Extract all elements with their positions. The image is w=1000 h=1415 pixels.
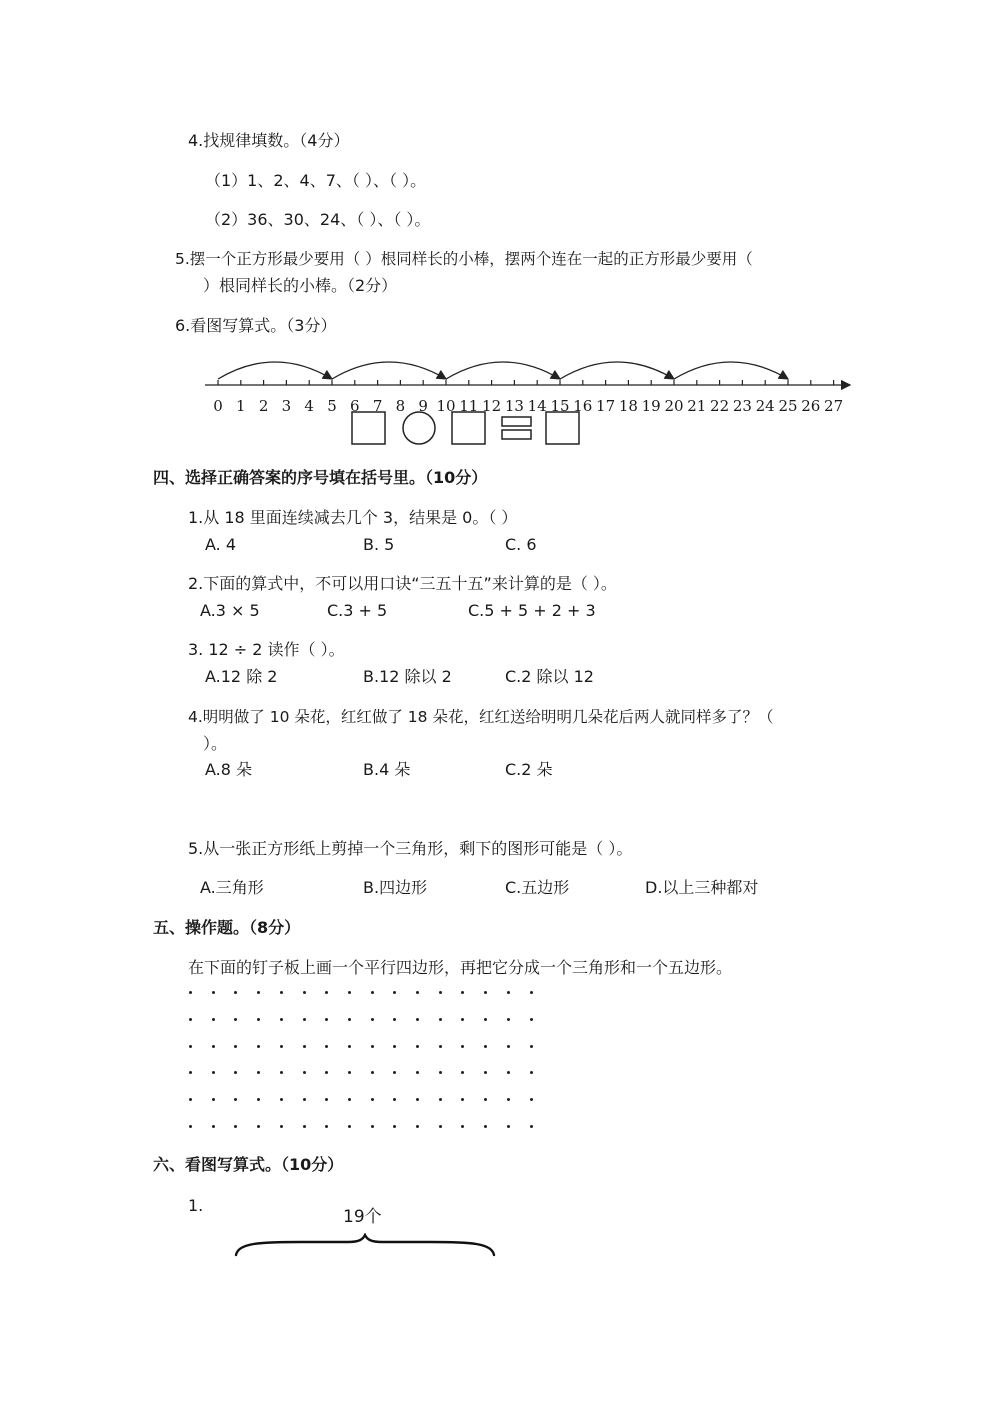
nail-dot[interactable] <box>371 1045 374 1048</box>
tick-label: 18 <box>618 397 638 415</box>
q4-5-option-a[interactable]: A.三角形 <box>200 878 264 897</box>
nail-dot[interactable] <box>325 1098 328 1101</box>
q4-2-option-c[interactable]: C.5 + 5 + 2 + 3 <box>468 601 596 620</box>
nail-dot[interactable] <box>212 1018 215 1021</box>
q4-5-option-d[interactable]: D.以上三种都对 <box>645 878 759 897</box>
q4-1-option-b[interactable]: B. 5 <box>363 535 395 554</box>
nail-dot[interactable] <box>416 1125 419 1128</box>
nail-dot[interactable] <box>461 991 464 994</box>
nail-dot[interactable] <box>484 1071 487 1074</box>
nail-dot[interactable] <box>507 1098 510 1101</box>
tick-label: 15 <box>550 397 570 415</box>
tick-label: 23 <box>732 397 752 415</box>
nail-dot[interactable] <box>325 1045 328 1048</box>
jump-arc <box>446 362 560 379</box>
nail-dot[interactable] <box>280 1018 283 1021</box>
q4-5-stem: 5.从一张正方形纸上剪掉一个三角形，剩下的图形可能是（ ）。 <box>188 839 633 858</box>
q4-5-option-b[interactable]: B.四边形 <box>363 878 428 897</box>
tick-label: 13 <box>504 397 524 415</box>
q4-1-stem: 1.从 18 里面连续减去几个 3，结果是 0。（ ） <box>188 508 518 527</box>
nail-dot[interactable] <box>212 1125 215 1128</box>
nail-dot[interactable] <box>348 991 351 994</box>
q4-3-option-b[interactable]: B.12 除以 2 <box>363 667 452 686</box>
nail-dot[interactable] <box>530 1071 533 1074</box>
nail-dot[interactable] <box>393 1045 396 1048</box>
nail-dot[interactable] <box>416 1098 419 1101</box>
part6-heading: 六、看图写算式。（10分） <box>153 1155 344 1174</box>
nail-dot[interactable] <box>507 1045 510 1048</box>
q4-1-option-c[interactable]: C. 6 <box>505 535 537 554</box>
answer-box-1[interactable] <box>352 412 385 444</box>
tick-label: 10 <box>436 397 456 415</box>
nail-dot[interactable] <box>280 1071 283 1074</box>
tick-label: 24 <box>755 397 775 415</box>
nail-dot[interactable] <box>393 1098 396 1101</box>
nail-dot[interactable] <box>439 1098 442 1101</box>
nail-dot[interactable] <box>371 1071 374 1074</box>
tick-label: 9 <box>418 397 428 415</box>
part4-heading: 四、选择正确答案的序号填在括号里。（10分） <box>153 468 488 487</box>
nail-dot[interactable] <box>393 1071 396 1074</box>
jump-arc <box>332 362 446 379</box>
tick-label: 14 <box>527 397 547 415</box>
nail-dot[interactable] <box>530 1098 533 1101</box>
nail-dot[interactable] <box>484 1018 487 1021</box>
nail-dot[interactable] <box>484 1045 487 1048</box>
nail-dot[interactable] <box>507 1018 510 1021</box>
tick-label: 1 <box>236 397 246 415</box>
nail-dot[interactable] <box>303 991 306 994</box>
nail-dot[interactable] <box>234 991 237 994</box>
part6-q1-number: 1. <box>188 1196 204 1215</box>
nail-dot[interactable] <box>461 1018 464 1021</box>
nail-dot[interactable] <box>189 1125 192 1128</box>
q4-4-option-b[interactable]: B.4 朵 <box>363 760 411 779</box>
q3-5-line2: ）根同样长的小棒。（2分） <box>203 276 398 295</box>
part5-instruction: 在下面的钉子板上画一个平行四边形，再把它分成一个三角形和一个五边形。 <box>188 958 733 977</box>
tick-label: 22 <box>710 397 730 415</box>
tick-label: 0 <box>213 397 223 415</box>
nail-dot[interactable] <box>212 1098 215 1101</box>
nail-dot[interactable] <box>212 1071 215 1074</box>
nail-dot[interactable] <box>189 1045 192 1048</box>
nail-dot[interactable] <box>280 1045 283 1048</box>
brace-label: 19个 <box>343 1207 382 1227</box>
jump-arc <box>218 362 332 379</box>
q4-2-option-b[interactable]: C.3 + 5 <box>327 601 388 620</box>
nail-dot[interactable] <box>234 1071 237 1074</box>
nail-dot[interactable] <box>257 1045 260 1048</box>
nail-dot[interactable] <box>348 1098 351 1101</box>
tick-label: 16 <box>573 397 593 415</box>
nail-dot[interactable] <box>348 1125 351 1128</box>
nail-dot[interactable] <box>257 991 260 994</box>
nail-dot[interactable] <box>303 1125 306 1128</box>
nail-dot[interactable] <box>530 1125 533 1128</box>
tick-label: 26 <box>801 397 821 415</box>
nail-dot[interactable] <box>484 991 487 994</box>
nail-dot[interactable] <box>325 991 328 994</box>
nail-dot[interactable] <box>371 991 374 994</box>
nail-dot[interactable] <box>257 1125 260 1128</box>
nail-dot[interactable] <box>212 1045 215 1048</box>
tick-label: 11 <box>459 397 479 415</box>
q4-3-stem: 3. 12 ÷ 2 读作（ ）。 <box>188 640 345 659</box>
nail-dot[interactable] <box>393 1125 396 1128</box>
nail-dot[interactable] <box>439 1071 442 1074</box>
nail-dot[interactable] <box>416 1071 419 1074</box>
tick-label: 19 <box>641 397 661 415</box>
answer-box-3[interactable] <box>546 412 579 444</box>
nail-dot[interactable] <box>348 1018 351 1021</box>
q3-4-title: 4.找规律填数。（4分） <box>188 131 350 150</box>
tick-label: 2 <box>258 397 269 415</box>
nail-dot[interactable] <box>280 1125 283 1128</box>
nail-dot[interactable] <box>303 1045 306 1048</box>
answer-box-2[interactable] <box>452 412 485 444</box>
tick-label: 3 <box>281 397 292 415</box>
q3-5-line1: 5.摆一个正方形最少要用（ ）根同样长的小棒，摆两个连在一起的正方形最少要用（ <box>175 250 753 268</box>
nail-dot[interactable] <box>280 1098 283 1101</box>
q4-3-option-a[interactable]: A.12 除 2 <box>205 667 278 686</box>
nail-dot[interactable] <box>325 1018 328 1021</box>
nail-dot[interactable] <box>257 1098 260 1101</box>
nail-dot[interactable] <box>371 1125 374 1128</box>
nail-dot[interactable] <box>189 1071 192 1074</box>
q4-5-option-c[interactable]: C.五边形 <box>505 878 570 897</box>
tick-label: 17 <box>596 397 616 415</box>
nail-dot[interactable] <box>348 1045 351 1048</box>
nail-dot[interactable] <box>439 1125 442 1128</box>
nail-dot[interactable] <box>189 1018 192 1021</box>
nail-dot[interactable] <box>439 991 442 994</box>
nail-dot[interactable] <box>416 1018 419 1021</box>
nail-dot[interactable] <box>371 1098 374 1101</box>
tick-label: 6 <box>350 397 360 415</box>
nail-dot[interactable] <box>234 1125 237 1128</box>
nail-dot[interactable] <box>439 1018 442 1021</box>
answer-circle[interactable] <box>403 412 435 444</box>
nail-dot[interactable] <box>507 991 510 994</box>
nail-dot[interactable] <box>393 1018 396 1021</box>
nail-dot[interactable] <box>325 1125 328 1128</box>
q4-2-stem: 2.下面的算式中，不可以用口诀“三五十五”来计算的是（ ）。 <box>188 574 617 593</box>
curly-brace <box>230 1233 500 1263</box>
q4-4-line2: ）。 <box>203 734 228 753</box>
nail-dot[interactable] <box>439 1045 442 1048</box>
tick-label: 27 <box>824 397 844 415</box>
nail-dot[interactable] <box>484 1098 487 1101</box>
q4-2-option-a[interactable]: A.3 × 5 <box>200 601 260 620</box>
number-line-figure <box>0 0 1000 460</box>
nail-dot[interactable] <box>530 991 533 994</box>
part5-heading: 五、操作题。（8分） <box>153 918 301 937</box>
nail-dot[interactable] <box>393 991 396 994</box>
nail-dot[interactable] <box>416 991 419 994</box>
tick-label: 4 <box>304 397 314 415</box>
nail-dot[interactable] <box>325 1071 328 1074</box>
nail-dot[interactable] <box>303 1098 306 1101</box>
nail-dot[interactable] <box>212 991 215 994</box>
nail-dot[interactable] <box>507 1071 510 1074</box>
tick-label: 5 <box>327 397 337 415</box>
q3-6-title: 6.看图写算式。（3分） <box>175 316 337 335</box>
nail-dot[interactable] <box>234 1098 237 1101</box>
tick-label: 8 <box>395 397 406 415</box>
nail-dot[interactable] <box>189 1098 192 1101</box>
tick-label: 7 <box>372 397 383 415</box>
q3-4-line1: （1）1、2、4、7、（ ）、（ ）。 <box>205 171 427 190</box>
nail-dot[interactable] <box>280 991 283 994</box>
jump-arc <box>674 362 788 379</box>
nail-dot[interactable] <box>530 1018 533 1021</box>
tick-label: 25 <box>778 397 798 415</box>
nail-dot[interactable] <box>416 1045 419 1048</box>
nail-dot[interactable] <box>507 1125 510 1128</box>
q4-1-option-a[interactable]: A. 4 <box>205 535 237 554</box>
equals-sign <box>502 417 531 439</box>
nail-dot[interactable] <box>303 1018 306 1021</box>
nail-dot[interactable] <box>348 1071 351 1074</box>
nail-dot[interactable] <box>461 1125 464 1128</box>
nail-dot[interactable] <box>234 1045 237 1048</box>
q4-4-line1: 4.明明做了 10 朵花，红红做了 18 朵花，红红送给明明几朵花后两人就同样多了？（ <box>188 708 774 726</box>
nail-dot[interactable] <box>530 1045 533 1048</box>
q4-3-option-c[interactable]: C.2 除以 12 <box>505 667 594 686</box>
q4-4-option-c[interactable]: C.2 朵 <box>505 760 553 779</box>
nail-dot[interactable] <box>257 1018 260 1021</box>
nail-dot[interactable] <box>189 991 192 994</box>
tick-label: 20 <box>664 397 684 415</box>
nail-dot[interactable] <box>461 1071 464 1074</box>
nail-dot[interactable] <box>257 1071 260 1074</box>
nail-dot[interactable] <box>303 1071 306 1074</box>
tick-label: 12 <box>482 397 502 415</box>
nail-dot[interactable] <box>234 1018 237 1021</box>
nail-dot[interactable] <box>484 1125 487 1128</box>
q3-4-line2: （2）36、30、24、（ ）、（ ）。 <box>205 210 431 229</box>
nail-dot[interactable] <box>371 1018 374 1021</box>
nail-dot[interactable] <box>461 1098 464 1101</box>
q4-4-option-a[interactable]: A.8 朵 <box>205 760 253 779</box>
tick-label: 21 <box>687 397 707 415</box>
jump-arc <box>560 362 674 379</box>
nail-dot[interactable] <box>461 1045 464 1048</box>
